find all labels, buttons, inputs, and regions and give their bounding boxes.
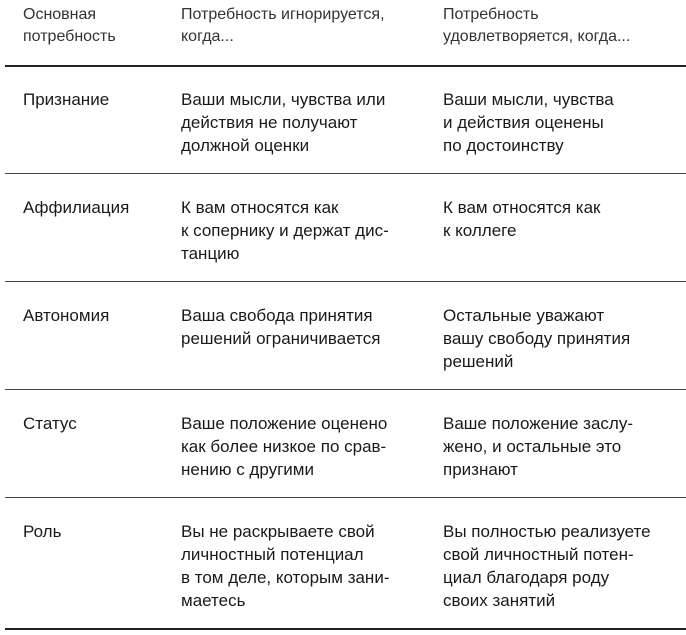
header-satisfied-line: удовлетворяется, когда... <box>443 28 631 45</box>
cell-line: Автономия <box>23 306 110 325</box>
header-ignored <box>181 4 385 48</box>
cell-line: по достоинству <box>443 136 564 155</box>
row-need <box>23 304 109 327</box>
cell-line: Аффилиация <box>23 198 130 217</box>
row-ignored <box>181 88 385 157</box>
table-bottom-rule <box>5 628 686 630</box>
cell-line: Признание <box>23 90 110 109</box>
cell-line: к коллеге <box>443 221 517 240</box>
row-divider <box>5 173 686 174</box>
row-ignored <box>181 520 389 612</box>
header-need <box>23 4 116 48</box>
cell-line: своих занятий <box>443 591 556 610</box>
row-need <box>23 88 109 111</box>
cell-line: вашу свободу принятия <box>443 329 631 348</box>
header-satisfied <box>443 4 630 48</box>
row-need <box>23 196 129 219</box>
cell-line: Вы не раскрываете свой <box>181 522 375 541</box>
header-satisfied-line: Потребность <box>443 6 539 23</box>
cell-line: Статус <box>23 414 77 433</box>
row-satisfied <box>443 412 633 481</box>
cell-line: Вы полностью реализуете <box>443 522 651 541</box>
row-satisfied <box>443 88 614 157</box>
row-ignored <box>181 304 380 350</box>
cell-line: к сопернику и держат дис- <box>181 221 389 240</box>
row-satisfied <box>443 520 651 612</box>
row-need <box>23 412 77 435</box>
cell-line: жено, и остальные это <box>443 437 622 456</box>
cell-line: Ваша свобода принятия <box>181 306 373 325</box>
cell-line: признают <box>443 460 518 479</box>
cell-line: решений ограничивается <box>181 329 381 348</box>
row-satisfied <box>443 304 630 373</box>
row-ignored <box>181 412 387 481</box>
cell-line: Ваше положение заслу- <box>443 414 633 433</box>
header-ignored-line: Потребность игнорируется, <box>181 6 385 23</box>
row-need <box>23 520 61 543</box>
cell-line: К вам относятся как <box>443 198 601 217</box>
cell-line: маетесь <box>181 591 246 610</box>
cell-line: личностный потенциал <box>181 545 364 564</box>
header-need-line: Основная <box>23 6 97 23</box>
header-divider <box>5 65 686 67</box>
cell-line: танцию <box>181 244 240 263</box>
cell-line: нению с другими <box>181 460 314 479</box>
cell-line: должной оценки <box>181 136 310 155</box>
row-satisfied <box>443 196 600 242</box>
row-divider <box>5 497 686 498</box>
cell-line: циал благодаря роду <box>443 568 610 587</box>
row-divider <box>5 281 686 282</box>
cell-line: Ваши мысли, чувства <box>443 90 614 109</box>
row-ignored <box>181 196 389 265</box>
cell-line: решений <box>443 352 514 371</box>
cell-line: К вам относятся как <box>181 198 339 217</box>
cell-line: свой личностный потен- <box>443 545 634 564</box>
cell-line: Ваши мысли, чувства или <box>181 90 386 109</box>
cell-line: как более низкое по срав- <box>181 437 387 456</box>
cell-line: Ваше положение оценено <box>181 414 388 433</box>
cell-line: действия не получают <box>181 113 358 132</box>
cell-line: и действия оценены <box>443 113 604 132</box>
cell-line: Остальные уважают <box>443 306 605 325</box>
header-ignored-line: когда... <box>181 28 234 45</box>
cell-line: в том деле, которым зани- <box>181 568 390 587</box>
header-need-line: потребность <box>23 28 116 45</box>
cell-line: Роль <box>23 522 62 541</box>
row-divider <box>5 389 686 390</box>
